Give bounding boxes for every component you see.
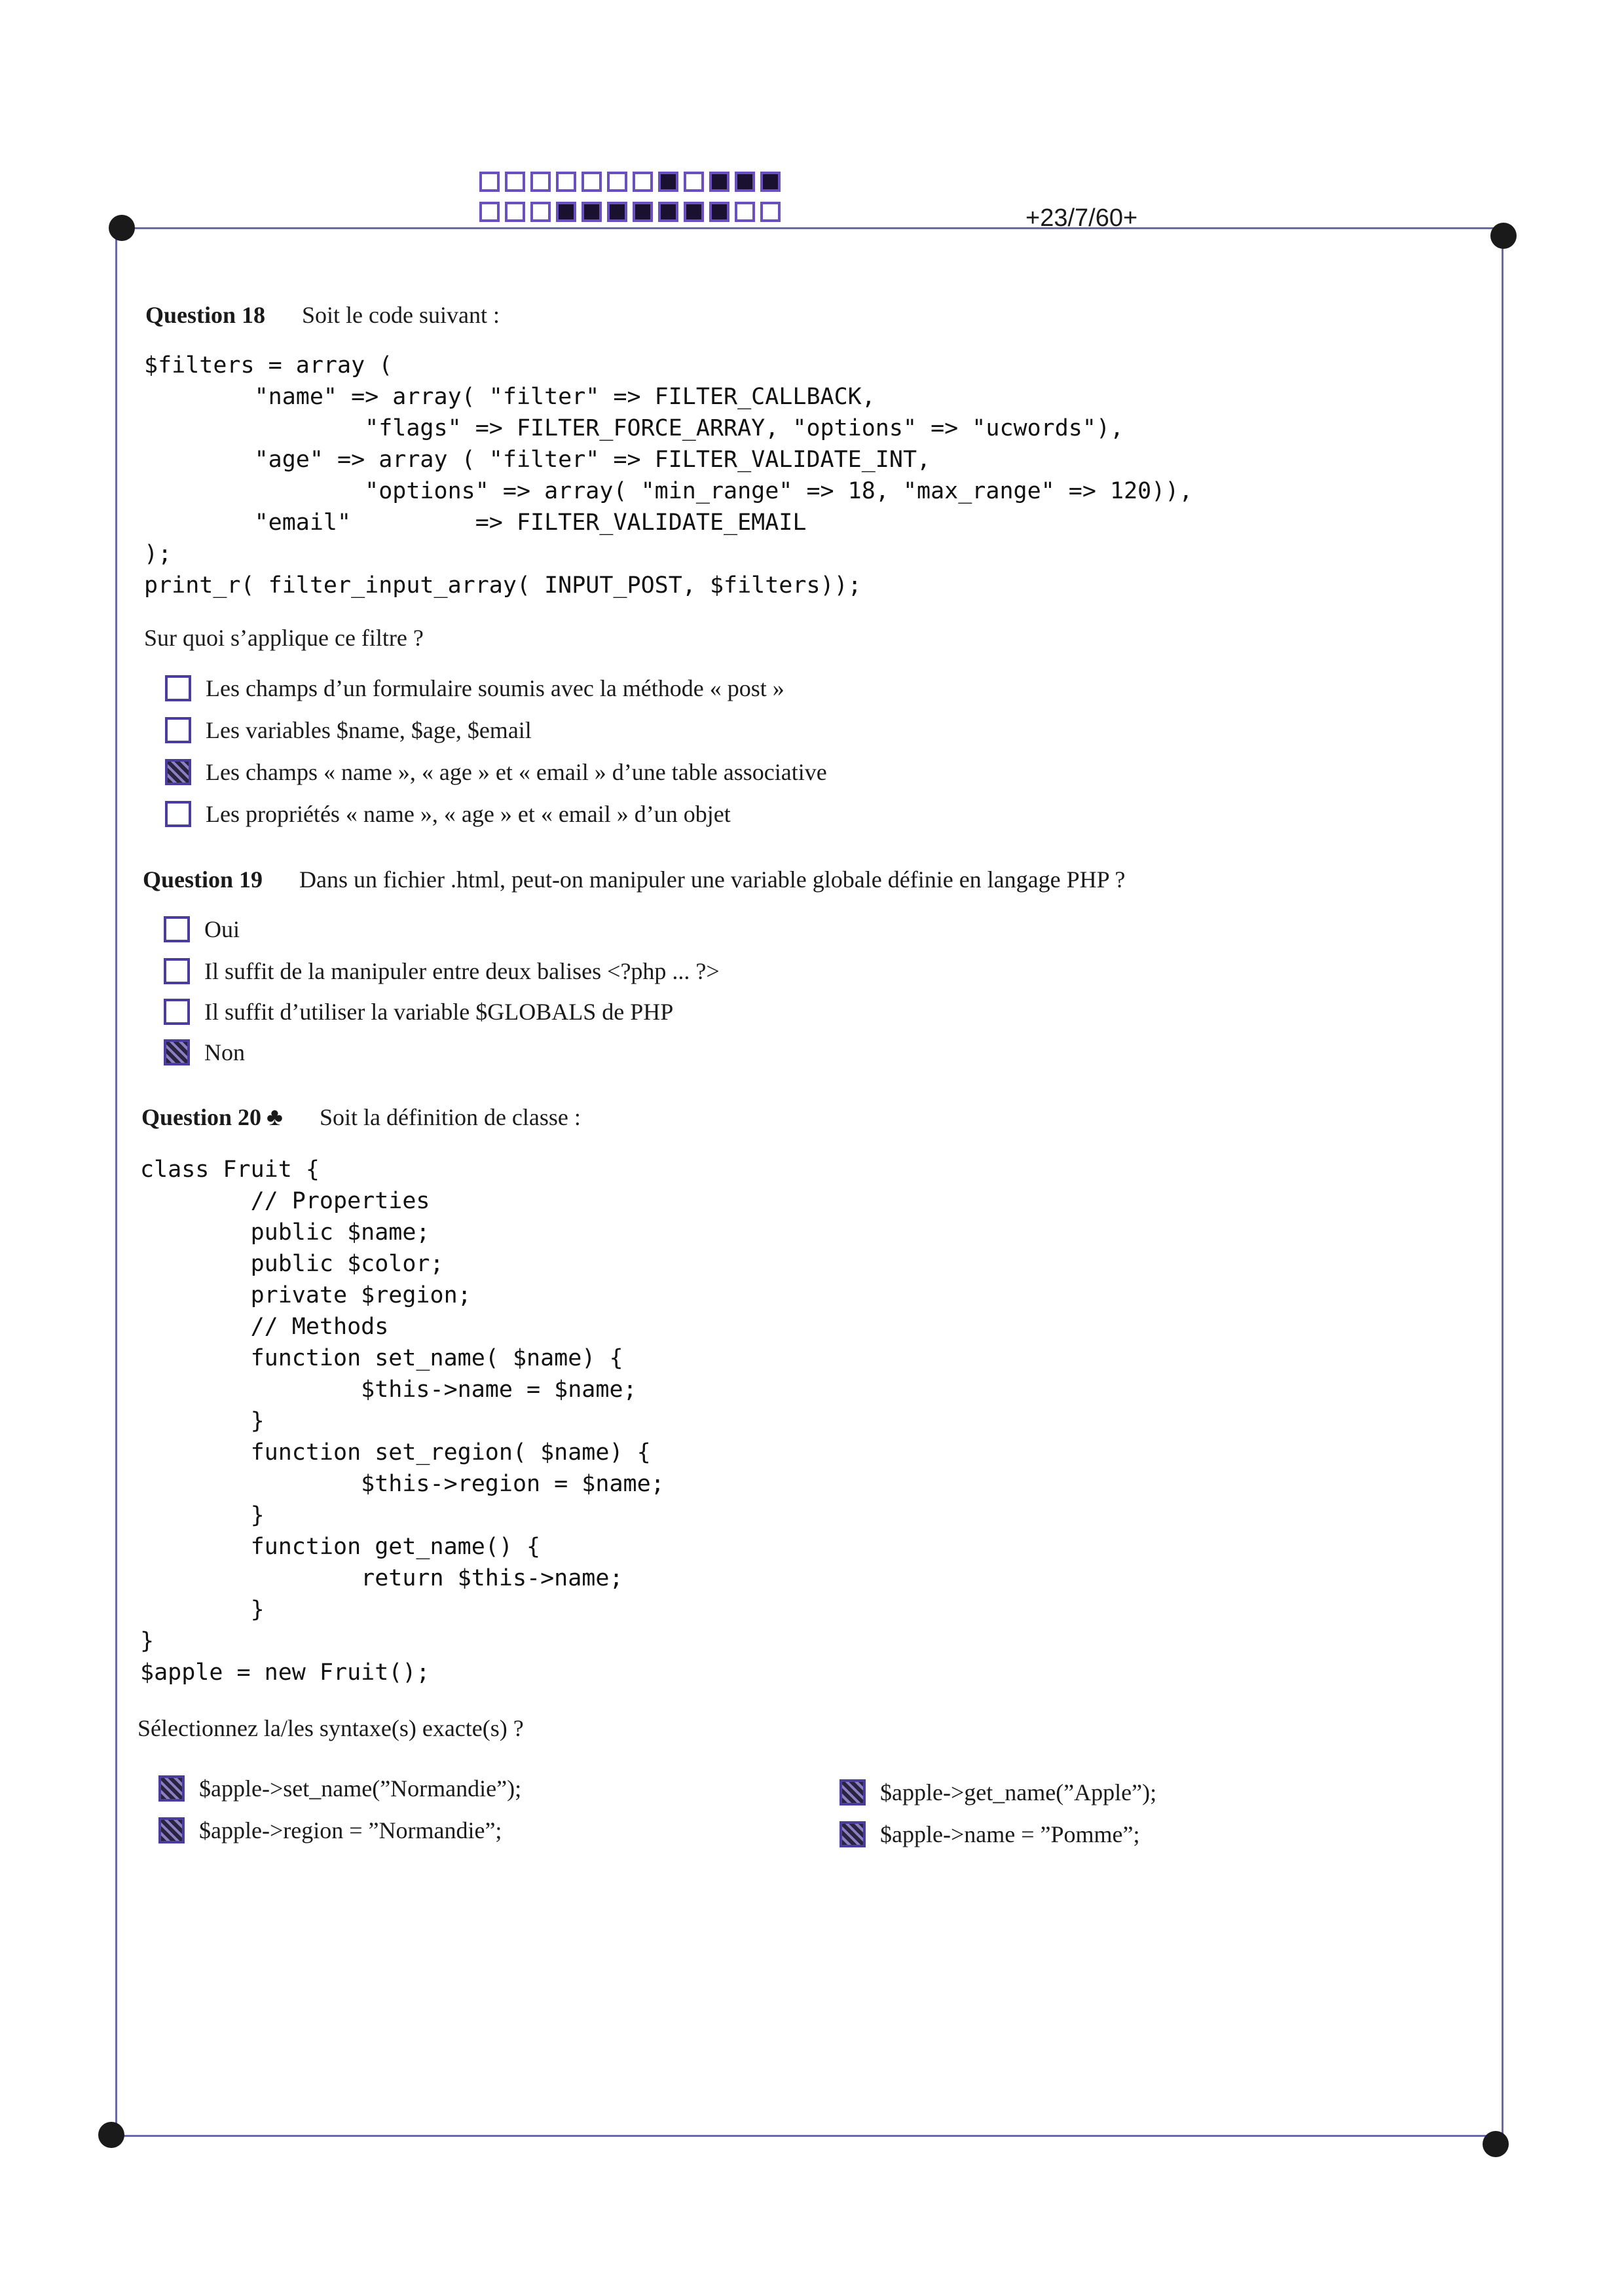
frame-left-line [115,228,117,2135]
question-20-text: Sélectionnez la/les syntaxe(s) exacte(s) ? [138,1715,524,1741]
q19-option-1-label: Oui [204,916,240,942]
barcode-row-top [479,172,786,192]
barcode-bottom-cell [607,202,627,222]
q18-option-2-label: Les variables $name, $age, $email [206,717,532,743]
question-18-code: $filters = array ( "name" => array( "filter" => FILTER_CALLBACK, "flags" => FILTER_FORCE_ARRAY, "options" => "ucwords"), "age" => array ( "filter" => FILTER_VALIDATE_INT, "options" => array( "min_range" => 18, "max_range" => 120)), "email" => FILTER_VALIDATE_EMAIL ); print_r( filter_input_array( INPUT_POST, $filters)); [144,352,1193,599]
q18-checkbox-1[interactable] [165,675,191,701]
q18-option-1[interactable] [165,675,784,702]
barcode-top-cell [479,172,500,192]
q19-option-4-label: Non [204,1039,245,1065]
barcode-bottom-cell [556,202,576,222]
corner-mark-top-right [1490,223,1517,249]
question-20-intro: Soit la définition de classe : [319,1104,581,1130]
q18-option-3[interactable] [165,758,827,786]
q20-checkbox-1[interactable] [158,1775,185,1802]
barcode-bottom-cell [479,202,500,222]
q19-option-2[interactable] [164,957,720,985]
question-19-intro: Dans un fichier .html, peut-on manipuler une variable globale définie en langage PHP ? [299,866,1126,893]
barcode-bottom-cell [633,202,653,222]
question-20-code: class Fruit { // Properties public $name; public $color; private $region; // Methods function set_name( $name) { $this->name = $name; } function set_region( $name) { $this->region = $name; } function get_name() { return $this->name; } } $apple = new Fruit(); [140,1157,665,1686]
q20-option-3-label: $apple->get_name(”Apple”); [880,1779,1157,1805]
q18-option-2[interactable] [165,716,532,744]
barcode-top-cell [505,172,525,192]
barcode-top-cell [658,172,678,192]
question-18-text: Sur quoi s’applique ce filtre ? [144,625,424,651]
q20-checkbox-3[interactable] [840,1779,866,1805]
barcode-top-cell [735,172,755,192]
q20-checkbox-4[interactable] [840,1821,866,1847]
barcode-row-bottom [479,202,786,222]
barcode-bottom-cell [530,202,551,222]
q20-option-1[interactable] [158,1775,521,1802]
q18-checkbox-2[interactable] [165,717,191,743]
question-18-number: Question 18 [145,302,266,328]
q19-checkbox-3[interactable] [164,999,190,1025]
barcode-top-cell [607,172,627,192]
q19-checkbox-1[interactable] [164,916,190,942]
question-20-number-text: Question 20 [141,1104,262,1130]
question-19-number: Question 19 [143,866,263,893]
barcode-bottom-cell [709,202,729,222]
q20-option-1-label: $apple->set_name(”Normandie”); [199,1775,522,1802]
barcode-top-cell [530,172,551,192]
barcode-bottom-cell [735,202,755,222]
barcode-top-cell [556,172,576,192]
q20-option-2[interactable] [158,1817,502,1844]
barcode-bottom-cell [658,202,678,222]
q19-option-2-label: Il suffit de la manipuler entre deux balises <?php ... ?> [204,958,720,984]
question-18-header [145,301,500,329]
barcode-bottom-cell [581,202,602,222]
q18-checkbox-4[interactable] [165,801,191,827]
q18-option-3-label: Les champs « name », « age » et « email » d’une table associative [206,759,827,785]
q20-checkbox-2[interactable] [158,1817,185,1843]
q19-option-3-label: Il suffit d’utiliser la variable $GLOBALS de PHP [204,999,674,1025]
barcode-top-cell [581,172,602,192]
frame-bottom-line [111,2135,1497,2137]
q20-option-4[interactable] [840,1821,1139,1848]
barcode-bottom-cell [760,202,781,222]
corner-mark-bottom-right [1483,2131,1509,2157]
q18-option-4[interactable] [165,800,731,828]
q20-option-4-label: $apple->name = ”Pomme”; [880,1821,1140,1847]
frame-right-line [1502,236,1504,2135]
corner-mark-top-left [109,215,135,241]
barcode-top-cell [633,172,653,192]
club-icon: ♣ [267,1103,283,1131]
question-18-intro: Soit le code suivant : [302,302,500,328]
q20-option-2-label: $apple->region = ”Normandie”; [199,1817,502,1843]
q19-checkbox-2[interactable] [164,958,190,984]
q19-option-3[interactable] [164,998,673,1026]
barcode-top-cell [709,172,729,192]
question-20-header [141,1103,581,1132]
q18-checkbox-3[interactable] [165,759,191,785]
question-19-header [143,866,1125,893]
q18-option-4-label: Les propriétés « name », « age » et « email » d’un objet [206,801,731,827]
q19-option-1[interactable] [164,916,240,943]
barcode-top-cell [684,172,704,192]
q18-option-1-label: Les champs d’un formulaire soumis avec la méthode « post » [206,675,784,701]
corner-mark-bottom-left [98,2122,124,2148]
barcode-top-cell [760,172,781,192]
barcode-bottom-cell [505,202,525,222]
barcode-bottom-cell [684,202,704,222]
page-id: +23/7/60+ [1025,204,1138,232]
q19-checkbox-4[interactable] [164,1039,190,1065]
q19-option-4[interactable] [164,1039,245,1066]
frame-top-line [123,227,1500,229]
question-20-number [141,1104,283,1130]
q20-option-3[interactable] [840,1779,1156,1806]
